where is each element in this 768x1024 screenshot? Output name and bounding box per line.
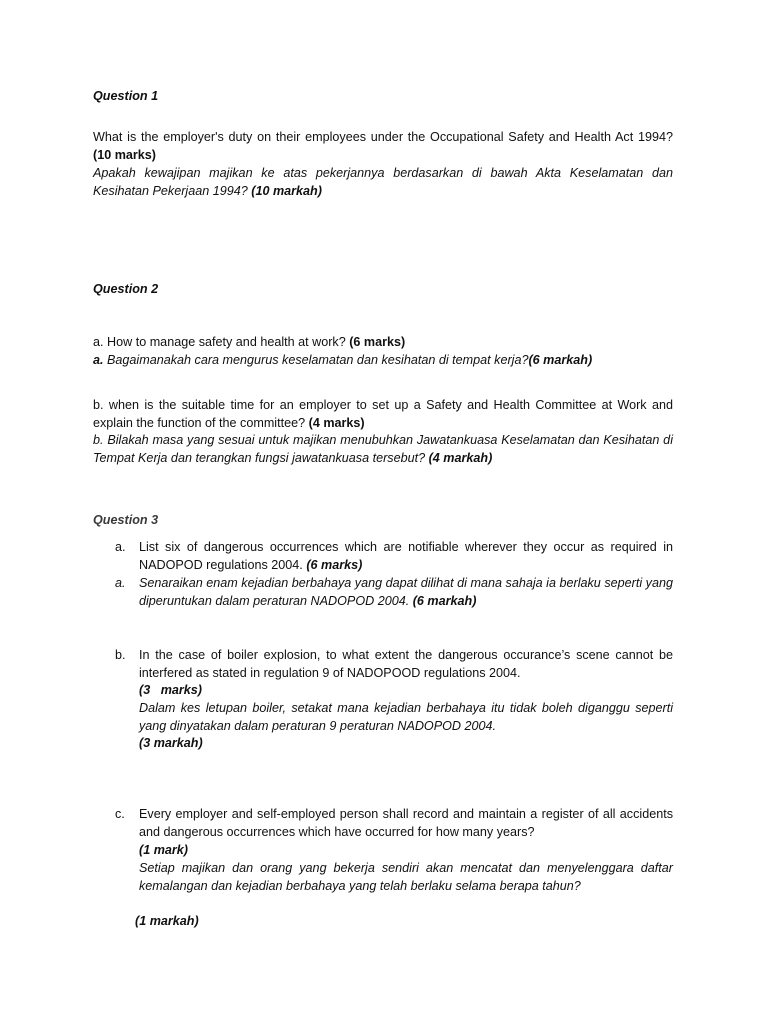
question-2b-english-marks: (4 marks) [308, 415, 365, 430]
question-2b-english-text: b. when is the suitable time for an employer to set up a Safety and Health Committee at Work and explain the function of the committee? [93, 398, 673, 430]
question-3b-english-marks: (3 marks) [139, 683, 202, 697]
question-3a-malay-text: Senaraikan enam kejadian berbahaya yang dapat dilihat di mana sahaja ia berlaku seperti yang diperuntukan dalam peraturan NADOPOD 2004. [139, 576, 673, 608]
question-3b-malay [139, 700, 673, 735]
question-1-malay [93, 165, 673, 200]
question-1-english [93, 129, 673, 164]
question-3c-label: c. [115, 807, 125, 821]
question-3b-malay-marks: (3 markah) [139, 736, 203, 750]
question-2a-english [93, 334, 673, 352]
question-3a-english-text: List six of dangerous occurrences which are notifiable wherever they occur as required in NADOPOD regulations 2004. [139, 540, 673, 572]
question-1-heading: Question 1 [93, 89, 159, 103]
question-2b-english [93, 397, 673, 432]
question-3b-label: b. [115, 648, 126, 662]
question-1-malay-text: Apakah kewajipan majikan ke atas pekerjannya berdasarkan di bawah Akta Keselamatan dan Kesihatan Pekerjaan 1994? [93, 166, 673, 198]
question-1-english-text: What is the employer's duty on their employees under the Occupational Safety and Health Act 1994? [93, 130, 673, 144]
question-3c-english [139, 806, 673, 841]
question-2b-malay [93, 432, 673, 467]
question-3a-malay-label: a. [115, 576, 126, 590]
question-3a-malay-marks: (6 markah) [412, 593, 477, 608]
question-2a-malay-text: Bagaimanakah cara mengurus keselamatan dan kesihatan di tempat kerja? [107, 353, 529, 367]
question-3b-malay-text: Dalam kes letupan boiler, setakat mana kejadian berbahaya itu tidak boleh diganggu seperti yang dinyatakan dalam peraturan 9 peraturan NADOPOD 2004. [139, 701, 673, 733]
question-3b-english [139, 647, 673, 682]
question-3b-english-text: In the case of boiler explosion, to what extent the dangerous occurance’s scene cannot be interfered as stated in regulation 9 of NADOPOOD regulations 2004. [139, 648, 673, 680]
question-3-heading: Question 3 [93, 513, 159, 527]
question-3c-malay-text: Setiap majikan dan orang yang bekerja sendiri akan mencatat dan menyelenggara daftar kemalangan dan kejadian berbahaya yang telah berlaku selama berapa tahun? [139, 861, 673, 893]
question-2a-english-marks: (6 marks) [349, 335, 406, 349]
question-2b-malay-marks: (4 markah) [428, 450, 493, 465]
question-2-heading: Question 2 [93, 282, 159, 296]
question-3c-malay [139, 860, 673, 895]
question-1-english-marks: (10 marks) [93, 147, 157, 162]
question-2a-malay [93, 352, 673, 370]
question-2a-malay-label: a. [93, 353, 104, 367]
question-3c-malay-marks: (1 markah) [135, 914, 199, 928]
question-1-malay-marks: (10 markah) [251, 183, 322, 198]
question-2b-malay-text: b. Bilakah masa yang sesuai untuk majikan menubuhkan Jawatankuasa Keselamatan dan Kesihatan di Tempat Kerja dan terangkan fungsi jawatankuasa tersebut? [93, 433, 673, 465]
question-3c-english-marks: (1 mark) [139, 843, 188, 857]
question-3a-malay [139, 575, 673, 610]
question-3a-english-marks: (6 marks) [306, 557, 363, 572]
question-3a-label: a. [115, 540, 126, 554]
question-2a-english-text: a. How to manage safety and health at work? [93, 335, 346, 349]
question-2a-malay-marks: (6 markah) [528, 353, 593, 367]
question-3c-english-text: Every employer and self-employed person shall record and maintain a register of all accidents and dangerous occurrences which have occurred for how many years? [139, 807, 673, 839]
question-3a-english [139, 539, 673, 574]
